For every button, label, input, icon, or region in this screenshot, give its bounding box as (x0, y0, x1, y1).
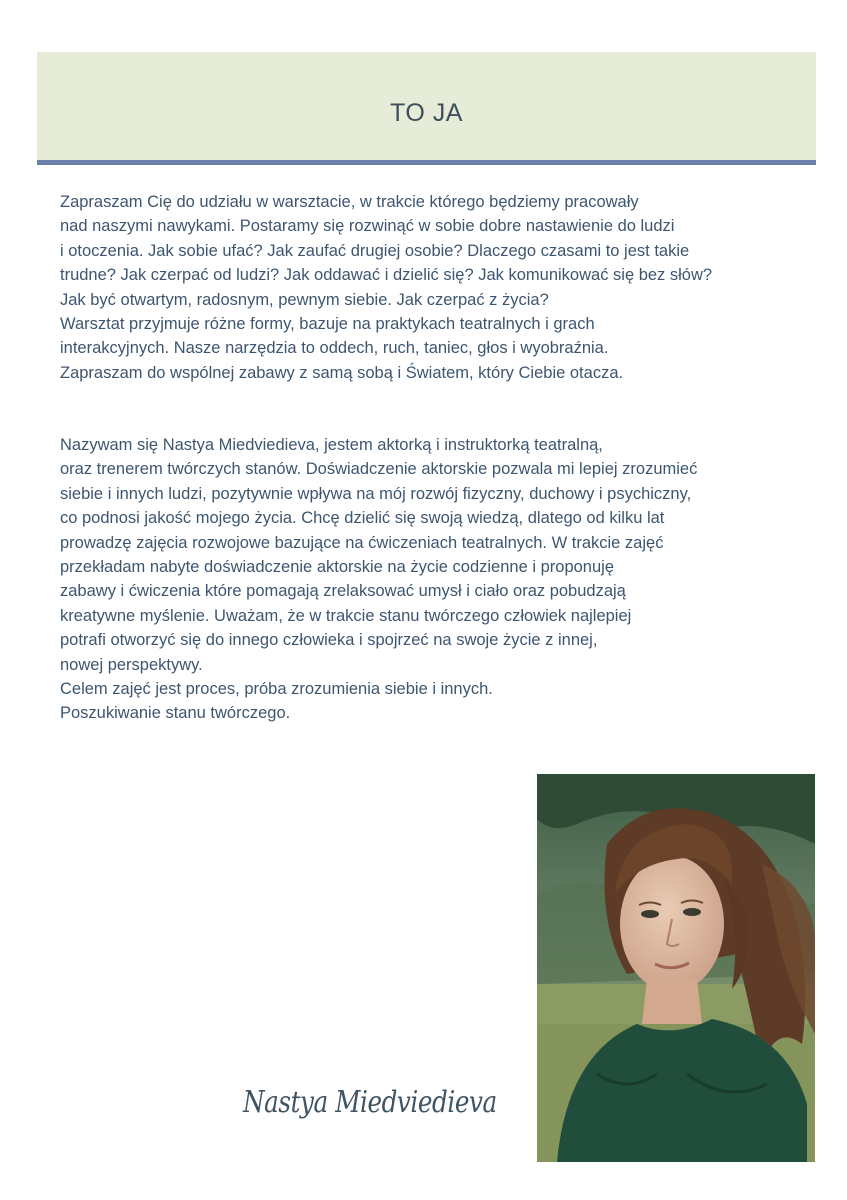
intro-line: Jak być otwartym, radosnym, pewnym siebie. Jak czerpać z życia? (60, 290, 549, 309)
bio-paragraph (60, 433, 810, 726)
bio-line: co podnosi jakość mojego życia. Chcę dzielić się swoją wiedzą, dlatego od kilku lat (60, 509, 665, 528)
intro-line: Zapraszam Cię do udziału w warsztacie, w trakcie którego będziemy pracowały (60, 193, 639, 211)
bio-line: potrafi otworzyć się do innego człowieka i spojrzeć na swoje życie z innej, (60, 631, 598, 650)
signature: Nastya Miedviedieva (243, 1085, 497, 1120)
bio-line: siebie i innych ludzi, pozytywnie wpływa na mój rozwój fizyczny, duchowy i psychiczny, (60, 484, 692, 503)
bio-line: zabawy i ćwiczenia które pomagają zrelaksować umysł i ciało oraz pobudzają (60, 582, 626, 601)
intro-line: nad naszymi nawykami. Postaramy się rozwinąć w sobie dobre nastawienie do ludzi (60, 217, 675, 236)
header-band (37, 52, 816, 160)
intro-paragraph (60, 190, 810, 385)
intro-line: Warsztat przyjmuje różne formy, bazuje na praktykach teatralnych i grach (60, 315, 595, 334)
bio-line: prowadzę zajęcia rozwojowe bazujące na ćwiczeniach teatralnych. W trakcie zajęć (60, 533, 664, 552)
bio-line: oraz trenerem twórczych stanów. Doświadczenie aktorskie pozwala mi lepiej zrozumieć (60, 460, 698, 479)
bio-line: Poszukiwanie stanu twórczego. (60, 704, 291, 723)
bio-line: nowej perspektywy. (60, 655, 203, 674)
bio-line: przekładam nabyte doświadczenie aktorskie na życie codzienne i proponuję (60, 558, 614, 577)
intro-line: i otoczenia. Jak sobie ufać? Jak zaufać drugiej osobie? Dlaczego czasami to jest takie (60, 241, 690, 260)
bio-line: Celem zajęć jest proces, próba zrozumienia siebie i innych. (60, 680, 493, 699)
intro-line: trudne? Jak czerpać od ludzi? Jak oddawać i dzielić się? Jak komunikować się bez słów? (60, 266, 713, 285)
portrait-illustration (537, 774, 815, 1162)
bio-line: kreatywne myślenie. Uważam, że w trakcie stanu twórczego człowiek najlepiej (60, 606, 632, 625)
bio-line: Nazywam się Nastya Miedviedieva, jestem aktorką i instruktorką teatralną, (60, 436, 603, 454)
intro-line: Zapraszam do wspólnej zabawy z samą sobą i Światem, który Ciebie otacza. (60, 363, 624, 382)
portrait-photo (537, 774, 815, 1162)
page-title: TO JA (390, 99, 463, 127)
intro-line: interakcyjnych. Nasze narzędzia to oddech, ruch, taniec, głos i wyobraźnia. (60, 339, 609, 358)
header-divider (37, 160, 816, 165)
